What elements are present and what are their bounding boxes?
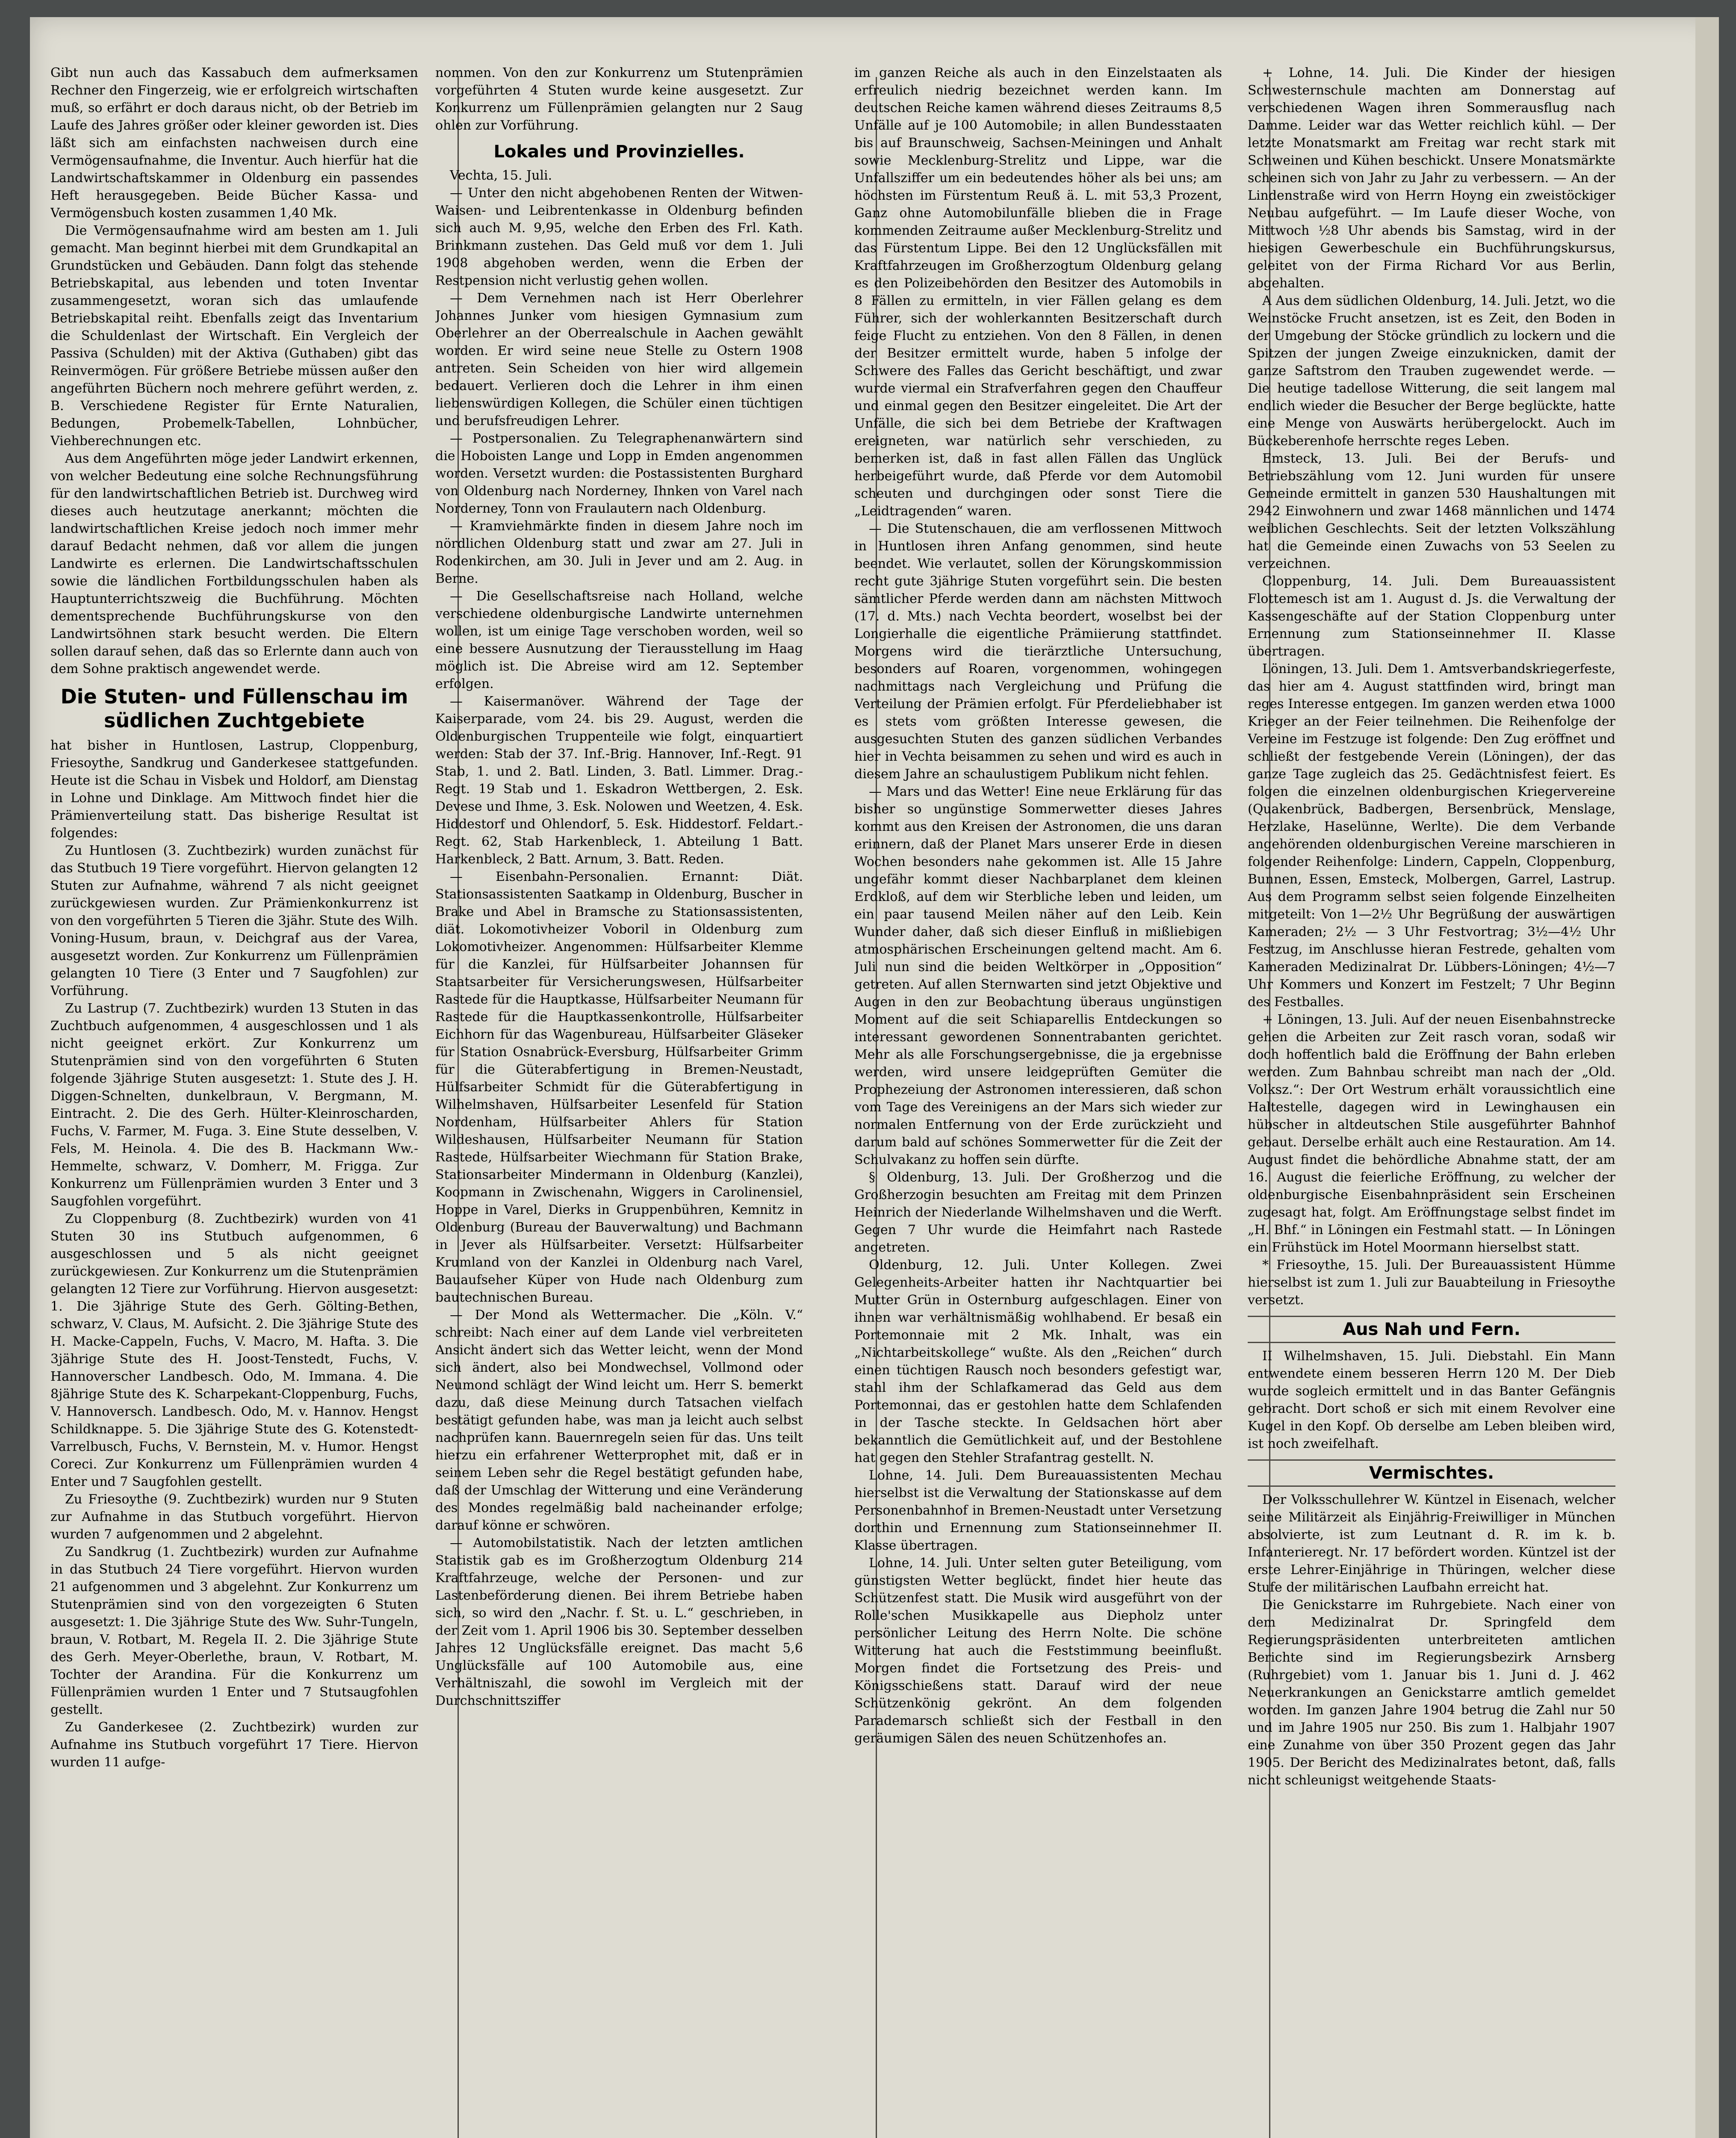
paragraph: — Postpersonalien. Zu Telegraphenanwärtern sind die Hoboisten Lange und Lopp in Emden angenommen worden. Versetzt wurden: die Postassistenten Burghard von Oldenburg nach Norderney, Ihnken von Varel nach Norderney, Tonn von Fraulautern nach Oldenburg. [435,431,803,516]
paragraph: Zu Friesoythe (9. Zuchtbezirk) wurden nur 9 Stuten zur Aufnahme in das Stutbuch vorgeführt. Hiervon wurden 7 aufgenommen und 2 abgelehnt. [50,1492,418,1542]
article-column-1 [50,64,418,2138]
paragraph: — Die Gesellschaftsreise nach Holland, welche verschiedene oldenburgische Landwirte unternehmen wollen, ist um einige Tage verschoben worden, weil so eine bessere Ausnutzung der Tierausstellung im Haag möglich ist. Die Abreise wird am 12. September erfolgen. [435,589,803,691]
section-heading: Vermischtes. [1248,1459,1615,1487]
paragraph: — Mars und das Wetter! Eine neue Erklärung für das bisher so ungünstige Sommerwetter dieses Jahres kommt aus den Kreisen der Astronomen, die uns daran erinnern, daß der Planet Mars unserer Erde in diesen Wochen besonders nahe gekommen ist. Alle 15 Jahre ungefähr kommt dieser Nachbarplanet dem kleinen Erdkloß, auf dem wir Sterbliche leben und leiden, um ein paar tausend Meilen näher auf den Leib. Kein Wunder daher, daß sich dieser Einfluß in mißliebigen atmosphärischen Erscheinungen geltend macht. Am 6. Juli nun sind die beiden Weltkörper in „Opposition“ getreten. Auf allen Sternwarten sind jetzt Objektive und Augen in den zur Beobachtung überaus ungünstigen Moment auf die seit Schiaparellis Entdeckungen so interessant gewordenen Sonnentrabanten gerichtet. Mehr als alle Forschungsergebnisse, die ja ergebnisse werden, wird unsere leidgeprüften Gemüter die Prophezeiung der Astronomen interessieren, daß schon vom Tage des Vereinigens an der Mars sich wieder zur normalen Entfernung von der Erde zurückzieht und darum bald auf schönes Sommerwetter für die Zeit der Schulvakanz zu hoffen sein dürfte. [854,784,1222,1167]
paragraph: Gibt nun auch das Kassabuch dem aufmerksamen Rechner den Fingerzeig, wie er erfolgreich wirtschaften muß, so erfährt er doch daraus nicht, ob der Betrieb im Laufe des Jahres größer oder kleiner geworden ist. Dies läßt sich am einfachsten nachweisen durch eine Vermögensaufnahme, die Inventur. Auch hierfür hat die Landwirtschaftskammer in Oldenburg ein passendes Heft herausgegeben. Beide Bücher Kassa- und Vermögensbuch kosten zusammen 1,40 Mk. [50,65,418,221]
paragraph: hat bisher in Huntlosen, Lastrup, Cloppenburg, Friesoythe, Sandkrug und Ganderkesee stattgefunden. Heute ist die Schau in Visbek und Holdorf, am Dienstag in Lohne und Dinklage. Am Mittwoch findet hier die Prämienverteilung statt. Das bisherige Resultat ist folgendes: [50,738,418,841]
paragraph: — Unter den nicht abgehobenen Renten der Witwen-Waisen- und Leibrentenkasse in Oldenburg befinden sich auch M. 9,95, welche den Erben des Frl. Kath. Brinkmann zustehen. Das Geld muß vor dem 1. Juli 1908 abgehoben werden, wenn die Erben der Restpension nicht verlustig gehen wollen. [435,186,803,288]
paragraph: Die Genickstarre im Ruhrgebiete. Nach einer von dem Medizinalrat Dr. Springfeld dem Regierungspräsidenten unterbreiteten amtlichen Berichte sind im Regierungsbezirk Arnsberg (Ruhrgebiet) vom 1. Januar bis 1. Juni d. J. 462 Neuerkrankungen an Genickstarre amtlich gemeldet worden. Im ganzen Jahre 1904 betrug die Zahl nur 50 und im Jahre 1905 nur 250. Bis zum 1. Halbjahr 1907 eine Zunahme von über 350 Prozent gegen das Jahr 1905. Der Bericht des Medizinalrates betont, daß, falls nicht schleunigst weitgehende Staats- [1248,1598,1615,1788]
paragraph: + Löningen, 13. Juli. Auf der neuen Eisenbahnstrecke gehen die Arbeiten zur Zeit rasch voran, sodaß wir doch hoffentlich bald die Eröffnung der Bahn erleben werden. Zum Bahnbau schreibt man nach der „Old. Volksz.“: Der Ort Westrum erhält voraussichtlich eine Haltestelle, dagegen wird in Lewinghausen ein hübscher in altdeutschen Stile ausgeführter Bahnhof gebaut. Derselbe erhält auch eine Restauration. Am 14. August findet die behördliche Abnahme statt, der am 16. August die feierliche Eröffnung, zu welcher der oldenburgische Eisenbahnpräsident sein Erscheinen zugesagt hat, folgt. Am Eröffnungstage selbst findet im „H. Bhf.“ in Löningen ein Festmahl statt. — In Löningen ein Frühstück im Hotel Moormann hierselbst statt. [1248,1012,1615,1255]
paragraph: Aus dem Angeführten möge jeder Landwirt erkennen, von welcher Bedeutung eine solche Rechnungsführung für den landwirtschaftlichen Betrieb ist. Durchweg wird dieses auch heutzutage anerkannt; möchten die landwirtschaftlichen Kreise jedoch noch immer mehr darauf Bedacht nehmen, daß vor allem die jungen Landwirte es erlernen. Die Landwirtschaftsschulen sowie die ländlichen Fortbildungsschulen haben als Hauptunterrichtszweig die Buchführung. Möchten dementsprechende Buchführungskurse von den Landwirtsöhnen stark besucht werden. Die Eltern sollen darauf sehen, daß das so Erlernte dann auch von dem Sohne praktisch angewendet werde. [50,451,418,676]
paragraph: Lohne, 14. Juli. Unter selten guter Beteiligung, vom günstigsten Wetter beglückt, findet hier heute das Schützenfest statt. Die Musik wird ausgeführt von der Rolle'schen Musikkapelle aus Diepholz unter persönlicher Leitung des Herrn Nolte. Die schöne Witterung hat auch die Feststimmung beeinflußt. Morgen findet die Fortsetzung des Preis- und Königsschießens statt. Darauf wird der neue Schützenkönig gekrönt. An dem folgenden Parademarsch schließt sich der Festball in den geräumigen Sälen des neuen Schützenhofes an. [854,1556,1222,1746]
paragraph: nommen. Von den zur Konkurrenz um Stutenprämien vorgeführten 4 Stuten wurde keine ausgesetzt. Zur Konkurrenz um Füllenprämien gelangten nur 2 Saug ohlen zur Vorführung. [435,65,803,133]
paragraph: Zu Ganderkesee (2. Zuchtbezirk) wurden zur Aufnahme ins Stutbuch vorgeführt 17 Tiere. Hiervon wurden 11 aufge- [50,1720,418,1770]
paragraph: A Aus dem südlichen Oldenburg, 14. Juli. Jetzt, wo die Weinstöcke Frucht ansetzen, ist es Zeit, den Boden in der Umgebung der Stöcke gründlich zu lockern und die Spitzen der jungen Zweige einzuknicken, damit der ganze Saftstrom den Trauben zugewendet werde. — Die heutige tadellose Witterung, die seit langem mal endlich wieder die Besucher der Berge beglückte, hatte eine Menge von Auswärts herübergelockt. Auch im Bückeberenhofe herrschte reges Leben. [1248,293,1615,449]
paragraph: — Dem Vernehmen nach ist Herr Oberlehrer Johannes Junker vom hiesigen Gymnasium zum Oberlehrer an der Oberrealschule in Aachen gewählt worden. Er wird seine neue Stelle zu Ostern 1908 antreten. Sein Scheiden von hier wird allgemein bedauert. Verlieren doch die Lehrer in ihm einen liebenswürdigen Kollegen, die Schüler einen tüchtigen und berufsfreudigen Lehrer. [435,291,803,428]
paragraph: § Oldenburg, 13. Juli. Der Großherzog und die Großherzogin besuchten am Freitag mit dem Prinzen Heinrich der Niederlande Wilhelmshaven und die Werft. Gegen 7 Uhr wurde die Heimfahrt nach Rastede angetreten. [854,1170,1222,1255]
paragraph: Der Volksschullehrer W. Küntzel in Eisenach, welcher seine Militärzeit als Einjährig-Freiwilliger in München absolvierte, ist zum Leutnant d. R. im k. b. Infanterieregt. Nr. 17 befördert worden. Küntzel ist der erste Lehrer-Einjährige in Thüringen, welcher diese Stufe der militärischen Laufbahn erreicht hat. [1248,1492,1615,1595]
paragraph: Oldenburg, 12. Juli. Unter Kollegen. Zwei Gelegenheits-Arbeiter hatten ihr Nachtquartier bei Mutter Grün in Osternburg aufgeschlagen. Einer von ihnen war verhältnismäßig wohlhabend. Er besaß ein Portemonnaie mit 2 Mk. Inhalt, was ein „Nichtarbeitskollege“ wußte. Als den „Reichen“ durch einen tüchtigen Rausch noch besonders gefestigt war, stahl ihm der Schlafkamerad das Geld aus dem Portemonnai, das er gestohlen hatte dem Schlafenden in der Tasche steckte. In Geldsachen hört aber bekanntlich die Gemütlichkeit auf, und der Bestohlene hat gegen den Stehler Strafantrag gestellt. N. [854,1258,1222,1465]
section-heading: Aus Nah und Fern. [1248,1316,1615,1343]
paragraph: + Lohne, 14. Juli. Die Kinder der hiesigen Schwesternschule machten am Donnerstag auf verschiedenen Wagen ihren Sommerausflug nach Damme. Leider war das Wetter reichlich kühl. — Der letzte Monatsmarkt am Freitag war recht stark mit Schweinen und Kühen beschickt. Unsere Monatsmärkte scheinen sich von Jahr zu Jahr zu verbessern. — An der Lindenstraße wird von Herrn Hoyng ein zweistöckiger Neubau aufgeführt. — Im Laufe dieser Woche, von Mittwoch ½8 Uhr abends bis Samstag, wird in der hiesigen Gewerbeschule ein Buchführungskursus, geleitet von der Firma Richard Vor aus Berlin, abgehalten. [1248,65,1615,291]
paper-edge [1695,17,1719,2138]
paragraph: — Die Stutenschauen, die am verflossenen Mittwoch in Huntlosen ihren Anfang genommen, sind heute beendet. Wie verlautet, sollen der Körungskommission recht gute 3jährige Stuten vorgeführt sein. Die besten sämtlicher Pferde werden dann am nächsten Mittwoch (17. d. Mts.) nach Vechta beordert, woselbst bei der Longierhalle die eigentliche Prämiierung stattfindet. Morgens wird die tierärztliche Untersuchung, besonders auf Roaren, vorgenommen, wohingegen nachmittags nach Vergleichung und Prüfung die Verteilung der Prämien erfolgt. Für Pferdeliebhaber ist es stets vom größten Interesse gewesen, die ausgesuchten Stuten des ganzen südlichen Verbandes hier in Vechta beisammen zu sehen und wird es auch in diesem Jahre an schaulustigem Publikum nicht fehlen. [854,521,1222,782]
paragraph: Emsteck, 13. Juli. Bei der Berufs- und Betriebszählung vom 12. Juni wurden für unsere Gemeinde ermittelt in ganzen 530 Haushaltungen mit 2942 Einwohnern und zwar 1468 männlichen und 1474 weiblichen Geschlechts. Seit der letzten Volkszählung hat die Gemeinde einen Zuwachs von 53 Seelen zu verzeichnen. [1248,451,1615,571]
paragraph: Zu Sandkrug (1. Zuchtbezirk) wurden zur Aufnahme in das Stutbuch 24 Tiere vorgeführt. Hiervon wurden 21 aufgenommen und 3 abgelehnt. Zur Konkurrenz um Stutenprämien sind von den vorgezeigten 6 Stuten ausgesetzt: 1. Die 3jährige Stute des Ww. Suhr-Tungeln, braun, V. Rotbart, M. Regela II. 2. Die 3jährige Stute des Gerh. Meyer-Oberlethe, braun, V. Rotbart, M. Tochter der Arandina. Für die Konkurrenz um Füllenprämien wurden 1 Enter und 7 Stutsaugfohlen gestellt. [50,1544,418,1717]
section-heading: Lokales und Provinzielles. [493,142,745,162]
article-column-3 [854,64,1222,2138]
paragraph: Lohne, 14. Juli. Dem Bureauassistenten Mechau hierselbst ist die Verwaltung der Stationskasse auf dem Personenbahnhof in Bremen-Neustadt unter Versetzung dorthin und Ernennung zum Stationseinnehmer II. Klasse übertragen. [854,1468,1222,1553]
paragraph: II Wilhelmshaven, 15. Juli. Diebstahl. Ein Mann entwendete einem besseren Herrn 120 M. Der Dieb wurde sogleich ermittelt und in das Banter Gefängnis gebracht. Dort schoß er sich mit einem Revolver eine Kugel in den Kopf. Ob derselbe am Leben bleiben wird, ist noch zweifelhaft. [1248,1349,1615,1451]
paragraph: Löningen, 13. Juli. Dem 1. Amtsverbandskriegerfeste, das hier am 4. August stattfinden wird, bringt man reges Interesse entgegen. Im ganzen werden etwa 1000 Krieger an der Feier teilnehmen. Die Reihenfolge der Vereine im Festzuge ist folgende: Den Zug eröffnet und schließt der festgebende Verein (Löningen), der das ganze Tage zugleich das 25. Gedächtnisfest feiert. Es folgen die einzelnen oldenburgischen Kriegervereine (Quakenbrück, Badbergen, Bersenbrück, Menslage, Herzlake, Haselünne, Werlte). Die dem Verbande angehörenden oldenburgischen Vereine marschieren in folgender Reihenfolge: Lindern, Cappeln, Cloppenburg, Bunnen, Essen, Emsteck, Molbergen, Garrel, Lastrup. Aus dem Programm selbst seien folgende Einzelheiten mitgeteilt: Von 1—2½ Uhr Begrüßung der auswärtigen Kameraden; 2½ — 3 Uhr Festvortrag; 3½—4½ Uhr Festzug, im Anschlusse hieran Festrede, gehalten vom Kameraden Medizinalrat Dr. Lübbers-Löningen; 4½—7 Uhr Kommers und Konzert im Festzelt; 7 Uhr Beginn des Festballes. [1248,661,1615,1010]
paragraph: Zu Cloppenburg (8. Zuchtbezirk) wurden von 41 Stuten 30 ins Stutbuch aufgenommen, 6 ausgeschlossen und 5 als nicht geeignet zurückgewiesen. Zur Konkurrenz um die Stutenprämien gelangten 12 Tiere zur Vorführung. Hiervon ausgesetzt: 1. Die 3jährige Stute des Gerh. Gölting-Bethen, schwarz, V. Claus, M. Aufsicht. 2. Die 3jährige Stute des H. Macke-Cappeln, Fuchs, V. Macro, M. Hafta. 3. Die 3jährige Stute des H. Joost-Tenstedt, Fuchs, V. Hannoverscher Landbesch. Odo, M. Immana. 4. Die 8jährige Stute des K. Scharpekant-Cloppenburg, Fuchs, V. Hannoversch. Landbesch. Odo, M. v. Hannov. Hengst Schildknappe. 5. Die 3jährige Stute des G. Kotenstedt-Varrelbusch, Fuchs, V. Bernstein, M. v. Humor. Hengst Coreci. Zur Konkurrenz um Füllenprämien wurden 4 Enter und 7 Saugfohlen gestellt. [50,1211,418,1489]
paragraph: — Eisenbahn-Personalien. Ernannt: Diät. Stationsassistenten Saatkamp in Oldenburg, Buscher in Brake und Abel in Bramsche zu Stationsassistenten, diät. Lokomotivheizer Voboril in Oldenburg zum Lokomotivheizer. Angenommen: Hülfsarbeiter Klemme für die Kanzlei, für Hülfsarbeiter Johannsen für Staatsarbeiter für Versicherungswesen, Hülfsarbeiter Rastede für die Hauptkasse, Hülfsarbeiter Neumann für Rastede für die Hauptkassenkontrolle, Hülfsarbeiter Eichhorn für das Wagenbureau, Hülfsarbeiter Gläseker für Station Osnabrück-Eversburg, Hülfsarbeiter Grimm für die Güterabfertigung in Bremen-Neustadt, Hülfsarbeiter Schmidt für die Güterabfertigung in Wilhelmshaven, Hülfsarbeiter Lesenfeld für Station Nordenham, Hülfsarbeiter Ahlers für Station Wildeshausen, Hülfsarbeiter Neumann für Station Rastede, Hülfsarbeiter Wiechmann für Station Brake, Stationsarbeiter Mindermann in Oldenburg (Kanzlei), Koopmann in Zwischenahn, Wiggers in Carolinensiel, Hoppe in Varel, Dierks in Gruppenbühren, Kemnitz in Oldenburg (Bureau der Bauverwaltung) und Bachmann in Jever als Hülfsarbeiter. Versetzt: Hülfsarbeiter Krumland von der Kanzlei in Oldenburg nach Varel, Bauaufseher Küper von Hude nach Oldenburg zum bautechnischen Bureau. [435,869,803,1305]
section-heading: Die Stuten- und Füllenschau im südlichen Zuchtgebiete [60,685,408,732]
paragraph: Vechta, 15. Juli. [450,168,552,183]
paragraph: — Automobilstatistik. Nach der letzten amtlichen Statistik gab es im Großherzogtum Oldenburg 214 Kraftfahrzeuge, welche der Personen- und zur Lastenbeförderung dienen. Bei ihrem Betriebe haben sich, so wird den „Nachr. f. St. u. L.“ geschrieben, in der Zeit vom 1. April 1906 bis 30. September desselben Jahres 12 Unglücksfälle ereignet. Das macht 5,6 Unglücksfälle auf 100 Automobile aus, eine Verhältniszahl, die sowohl im Vergleich mit der Durchschnittsziffer [435,1536,803,1708]
paragraph: * Friesoythe, 15. Juli. Der Bureauassistent Hümme hierselbst ist zum 1. Juli zur Bauabteilung in Friesoythe versetzt. [1248,1258,1615,1308]
paragraph: Zu Huntlosen (3. Zuchtbezirk) wurden zunächst für das Stutbuch 19 Tiere vorgeführt. Hiervon gelangten 12 Stuten zur Aufnahme, während 7 als nicht geeignet zurückgewiesen wurden. Zur Prämienkonkurrenz ist von den vorgeführten 5 Tieren die 3jähr. Stute des Wilh. Voning-Husum, braun, v. Deichgraf aus der Varea, ausgesetzt worden. Zur Konkurrenz um Füllenprämien gelangten 10 Tiere (3 Enter und 7 Saugfohlen) zur Vorführung. [50,843,418,998]
paragraph: — Der Mond als Wettermacher. Die „Köln. V.“ schreibt: Nach einer auf dem Lande viel verbreiteten Ansicht ändert sich das Wetter leicht, wenn der Mond sich ändert, also bei Mondwechsel, Vollmond oder Neumond schlägt der Wind leicht um. Herr S. bemerkt dazu, daß diese Meinung durch Tatsachen vielfach bestätigt gefunden habe, was man ja leicht auch selbst nachprüfen kann. Bauernregeln seien für das. Uns teilt hierzu ein erfahrener Wetterprophet mit, daß er in seinem Leben sehr die Regel bestätigt gefunden habe, daß der Umschlag der Witterung und eine Veränderung des Mondes regelmäßig bald nacheinander erfolge; darauf könne er schwören. [435,1308,803,1533]
paragraph: Cloppenburg, 14. Juli. Dem Bureauassistent Flottemesch ist am 1. August d. Js. die Verwaltung der Kassengeschäfte auf der Station Cloppenburg unter Ernennung zum Stationseinnehmer II. Klasse übertragen. [1248,574,1615,659]
article-column-4 [1248,64,1615,2138]
paragraph: — Kaisermanöver. Während der Tage der Kaiserparade, vom 24. bis 29. August, werden die Oldenburgischen Truppenteile wie folgt, einquartiert werden: Stab der 37. Inf.-Brig. Hannover, Inf.-Regt. 91 Stab, 1. und 2. Batl. Linden, 3. Batl. Limmer. Drag.-Regt. 19 Stab und 1. Eskadron Wettbergen, 2. Esk. Devese und Ihme, 3. Esk. Nolowen und Weetzen, 4. Esk. Hiddestorf und Ohlendorf, 5. Esk. Hiddestorf. Feldart.-Regt. 62, Stab Harkenbleck, 1. Abteilung 1 Batt. Harkenbleck, 2 Batt. Arnum, 3. Batt. Reden. [435,694,803,867]
paragraph: — Kramviehmärkte finden in diesem Jahre noch im nördlichen Oldenburg statt und zwar am 27. Juli in Rodenkirchen, am 30. Juli in Jever und am 2. Aug. in Berne. [435,519,803,586]
paragraph: im ganzen Reiche als auch in den Einzelstaaten als erfreulich niedrig bezeichnet werden kann. Im deutschen Reiche kamen während dieses Zeitraums 8,5 Unfälle auf je 100 Automobile; in allen Bundesstaaten bis auf Braunschweig, Sachsen-Meiningen und Anhalt sowie Mecklenburg-Strelitz und Lippe, war die Unfallsziffer um ein bedeutendes höher als bei uns; am höchsten im Fürstentum Reuß ä. L. mit 53,3 Prozent, Ganz ohne Automobilunfälle blieben die in Frage kommenden Zeitraume außer Mecklenburg-Strelitz und das Fürstentum Lippe. Bei den 12 Unglücksfällen mit Kraftfahrzeugen im Großherzogtum Oldenburg gelang es den Polizeibehörden den Besitzer des Automobils in 8 Fällen zu ermitteln, in vier Fällen gelang es dem Führer, sich der wohlerkannten Besitzerschaft durch feige Flucht zu entziehen. Von den 8 Fällen, in denen der Besitzer ermittelt wurde, haben 5 infolge der Schwere des Falles das Gericht beschäftigt, und zwar wurde viermal ein Strafverfahren gegen den Chauffeur und einmal gegen den Besitzer eingeleitet. Die Art der Unfälle, die sich bei dem Betriebe der Kraftwagen ereigneten, war natürlich sehr verschieden, zu bemerken ist, daß in fast allen Fällen das Unglück herbeigeführt wurde, daß Pferde vor dem Automobil scheuten und durchgingen oder sonst Tiere die „Leidtragenden“ waren. [854,65,1222,519]
paragraph: Zu Lastrup (7. Zuchtbezirk) wurden 13 Stuten in das Zuchtbuch aufgenommen, 4 ausgeschlossen und 1 als nicht geeignet erkört. Zur Konkurrenz um Stutenprämien sind von den vorgeführten 6 Stuten folgende 3jährige Stuten ausgesetzt: 1. Stute des J. H. Diggen-Schnelten, dunkelbraun, V. Bergmann, M. Eintracht. 2. Die des Gerh. Hülter-Kleinroscharden, Fuchs, V. Farmer, M. Fuga. 3. Eine Stute desselben, V. Fels, M. Heinola. 4. Die des B. Hackmann Ww.-Hemmelte, schwarz, V. Domherr, M. Frigga. Zur Konkurrenz um Füllenprämien wurden 3 Enter und 3 Saugfohlen vorgeführt. [50,1001,418,1209]
paragraph: Die Vermögensaufnahme wird am besten am 1. Juli gemacht. Man beginnt hierbei mit dem Grundkapital an Grundstücken und Gebäuden. Dann folgt das stehende Betriebskapital, aus lebenden und toten Inventar zusammengesetzt, woran sich das umlaufende Betriebskapital reiht. Ebenfalls zeigt das Inventarium die Schuldenlast der Wirtschaft. Ein Vergleich der Passiva (Schulden) mit der Aktiva (Guthaben) gibt das Reinvermögen. Für größere Betriebe müssen außer den angeführten Büchern noch mehrere geführt werden, z. B. Verschiedene Register für Ernte Naturalien, Bedungen, Probemelk-Tabellen, Lohnbücher, Viehberechnungen etc. [50,223,418,449]
article-column-2 [435,64,803,2138]
